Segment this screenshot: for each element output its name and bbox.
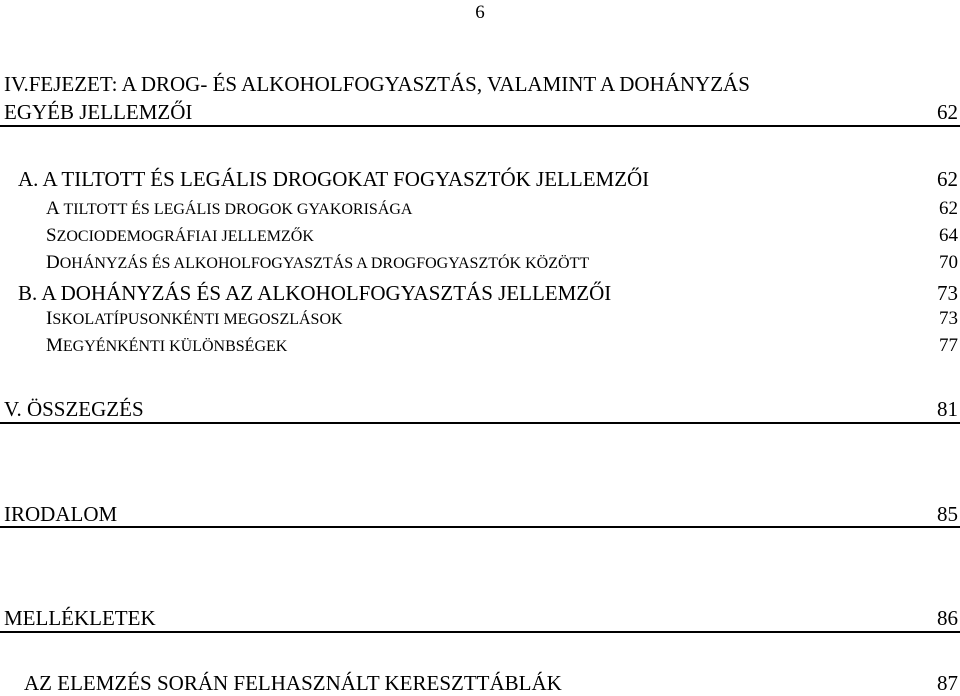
sub-a-3-rest: OHÁNYZÁS ÉS ALKOHOLFOGYASZTÁS A DROGFOGYASZTÓK KÖZÖTT: [59, 255, 590, 272]
sub-b-1-rest: SKOLATÍPUSONKÉNTI MEGOSZLÁSOK: [52, 311, 343, 328]
sub-a-2-page: 64: [939, 225, 958, 246]
sub-a-1-first: A: [46, 198, 60, 219]
sub-a-2-rest: ZOCIODEMOGRÁFIAI JELLEMZŐK: [56, 228, 314, 245]
sub-a-2-first: S: [46, 225, 57, 246]
summary-title: V. ÖSSZEGZÉS: [4, 397, 144, 421]
sub-a-3-first: D: [46, 252, 60, 273]
sub-b-1-page: 73: [939, 308, 958, 329]
crosstabs-page: 87: [937, 671, 958, 695]
chapter-page: 62: [937, 100, 958, 124]
sub-b-2-rest: EGYÉNKÉNTI KÜLÖNBSÉGEK: [62, 338, 288, 355]
section-b-page: 73: [937, 281, 958, 305]
sub-b-1-first: I: [46, 308, 53, 329]
sub-a-1-rest: TILTOTT ÉS LEGÁLIS DROGOK GYAKORISÁGA: [59, 201, 413, 218]
section-b-title: B. A DOHÁNYZÁS ÉS AZ ALKOHOLFOGYASZTÁS JELLEMZŐI: [18, 281, 612, 305]
appendix-title: MELLÉKLETEK: [4, 606, 156, 630]
summary-underline: [0, 422, 960, 424]
section-a-page: 62: [937, 167, 958, 191]
crosstabs-title: AZ ELEMZÉS SORÁN FELHASZNÁLT KERESZTTÁBLÁK: [24, 671, 562, 695]
chapter-underline: [0, 125, 960, 127]
chapter-title-line2: EGYÉB JELLEMZŐI: [4, 100, 193, 124]
appendix-underline: [0, 631, 960, 633]
literature-page: 85: [937, 502, 958, 526]
literature-title: IRODALOM: [4, 502, 118, 526]
summary-page: 81: [937, 397, 958, 421]
page-number: 6: [475, 2, 485, 23]
appendix-page: 86: [937, 606, 958, 630]
sub-b-2-first: M: [46, 335, 63, 356]
section-a-title: A. A TILTOTT ÉS LEGÁLIS DROGOKAT FOGYASZTÓK JELLEMZŐI: [18, 167, 650, 191]
sub-a-1-page: 62: [939, 198, 958, 219]
literature-underline: [0, 526, 960, 528]
chapter-title-line1: IV.FEJEZET: A DROG- ÉS ALKOHOLFOGYASZTÁS, VALAMINT A DOHÁNYZÁS: [4, 72, 750, 96]
sub-a-3-page: 70: [939, 252, 958, 273]
sub-b-2-page: 77: [939, 335, 958, 356]
